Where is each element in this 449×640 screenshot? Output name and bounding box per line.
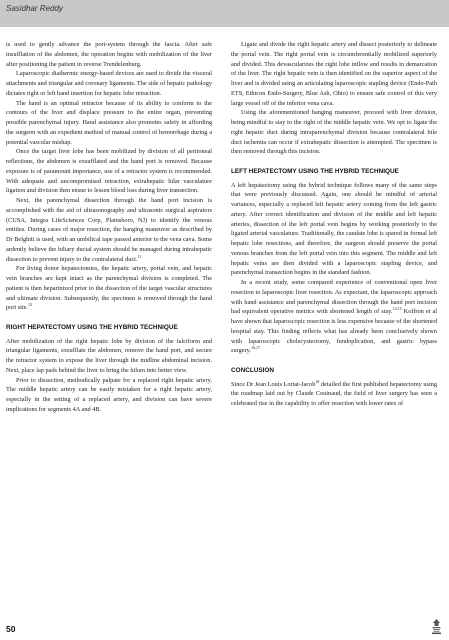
running-header <box>0 0 449 27</box>
paragraph-text: In a recent study, some compared experience of conventional open liver resection to laparoscopic liver resection. As expectant, the laparoscopic approach with hand assistance and parenchymal dissection through the hand port incision had equivalent operative metrics with shortened length of stay. <box>231 279 437 316</box>
paragraph-text: Since Dr Jean Louis Lortat-Jacob <box>231 380 316 388</box>
paragraph: A left hepatectomy using the hybrid technique follows many of the same steps that were previously discussed. Again, one should be mindful of arterial variances, especially a replaced left hepatic artery coming from the left gastric artery. After correct identification and division of the middle and left hepatic arteries, dissection of the left portal vein begins by working posteriorly to the ligated arterial vasculature. Traditionally, the caudate lobe is spared in formal left hepatic lobe resections, and therefore, the surgeon should preserve the portal venous branches from the left portal vein into this segment. The middle and left hepatic veins are then divided with a laparoscopic stapling device, and parenchymal transection begins in the standard fashion. <box>231 181 437 277</box>
paragraph <box>231 380 437 409</box>
publisher-logo-icon <box>431 618 442 635</box>
paragraph-text: For living donor hepatectomies, the hepatic artery, portal vein, and hepatic vein branches are kept intact as the parenchymal division is completed. The patient is then heparinized prior to the dissection of the target vascular structures and ultimate division. Subsequently, the specimen is removed through the hand port site. <box>6 265 212 312</box>
paragraph-text: Koffron et al have shown that laparoscopic resection is less expensive because of the shortened hospital stay. This finding reflects what has already been conclusively shown with laparoscopic cholecystectomy, fundoplication, and gastric bypass surgery. <box>231 308 438 355</box>
paragraph: After mobilization of the right hepatic lobe by division of the falciform and triangular ligaments, exsufflate the abdomen, remove the hand port, and secure the retractor system to expose the liver through the midline abdominal incision. Next, place lap pads behind the liver to bring the hilum into better view. <box>6 337 212 374</box>
citation-superscript: 16,17 <box>250 345 260 351</box>
paragraph: Prior to dissection, methodically palpate for a replaced right hepatic artery. The middle hepatic artery can be easily mistaken for a right hepatic artery, especially in the setting of a replaced artery, and division can have severe implications for segments 4A and 4B. <box>6 376 212 413</box>
section-heading: CONCLUSION <box>231 367 274 374</box>
paragraph <box>231 278 437 356</box>
paragraph: The hand is an optimal retractor because of its ability to conform to the contours of the liver and displace pressure to the entire organ, preventing possible parenchymal injury. Hand assistance also promotes safety in affording the surgeon with an expedient method of manual control of hemorrhage during a potential vascular mishap. <box>6 99 212 146</box>
section-heading: LEFT HEPATECTOMY USING THE HYBRID TECHNIQUE <box>231 168 399 175</box>
left-column <box>6 40 212 415</box>
paragraph: Once the target liver lobe has been mobilized by division of all peritoneal reflections, the abdomen is exsufflated and the hand port is removed. Because exposure is of paramount importance, use of a retractor system is recommended. With adequate and uncompromised retraction, extrahepatic hilar vasculature ligation and division then ensue to lessen blood loss during liver transection. <box>6 148 212 195</box>
paragraph: Using the aforementioned hanging maneuver, proceed with liver division, being mindful to stay to the right of the middle hepatic vein. We opt to ligate the right hepatic duct during intraparenchymal division because contralateral bile duct ischemia can occur if extrahepatic dissection is attempted. The specimen is then removed through this incision. <box>231 109 437 156</box>
paragraph-text: detailed the first published hepatectomy using the roadmap laid out by Claude Couinaud, the field of liver surgery has seen a celebrated rise in the capability to offer resection with lower rates of <box>231 380 437 407</box>
paragraph <box>6 264 212 313</box>
paragraph <box>6 196 212 264</box>
citation-superscript: 14,15 <box>392 306 402 312</box>
right-column <box>231 40 437 409</box>
page-number: 50 <box>6 624 16 634</box>
paragraph-text: Next, the parenchymal dissection through the hand port incision is accomplished with the aid of ultrasonography and ultrasonic surgical aspirators (CUSA, Integra LifeSciences Corp, Plainsboro, NJ) to identify the venous entities. During cases of major resection, the hanging maneuver as described by Dr Belghiti is used, with an umbilical tape passed anterior to the vena cava. Some ardently believe the biliary ductal system should be managed during intrahepatic dissection to prevent injury to the contralateral duct. <box>6 197 212 263</box>
paragraph: Ligate and divide the right hepatic artery and dissect posteriorly to delineate the portal vein. The right portal vein is circumferentially mobilized superiorly and divided. This devascularizes the right lobe inflow and results in demarcation of the liver. The right hepatic vein is then identified on the superior aspect of the liver and is divided using an articulating laparoscopic stapling device (Endo-Path ETS, Ethicon Endo-Surgery, Blue Ash, Ohio) to ensure safe control of this very large vessel off of the inferior vena cava. <box>231 41 437 107</box>
citation-superscript: 18 <box>315 378 320 384</box>
paragraph: is used to gently advance the port-system through the fascia. After safe insufflation of the abdomen, the operation begins with mobilization of the liver after positioning the patient in reverse Trendelenburg. <box>6 41 212 68</box>
citation-superscript: 11 <box>137 253 142 259</box>
paragraph: Laparoscopic diathermic energy-based devices are used to divide the visceral attachments and triangular and coronary ligaments. The side of hepatic pathology dictates right or left hand insertion for hepatic lobe retraction. <box>6 70 212 97</box>
running-header-author: Sasidhar Reddy <box>6 4 63 13</box>
citation-superscript: 13 <box>28 302 33 308</box>
section-heading: RIGHT HEPATECTOMY USING THE HYBRID TECHNIQUE <box>6 324 178 331</box>
